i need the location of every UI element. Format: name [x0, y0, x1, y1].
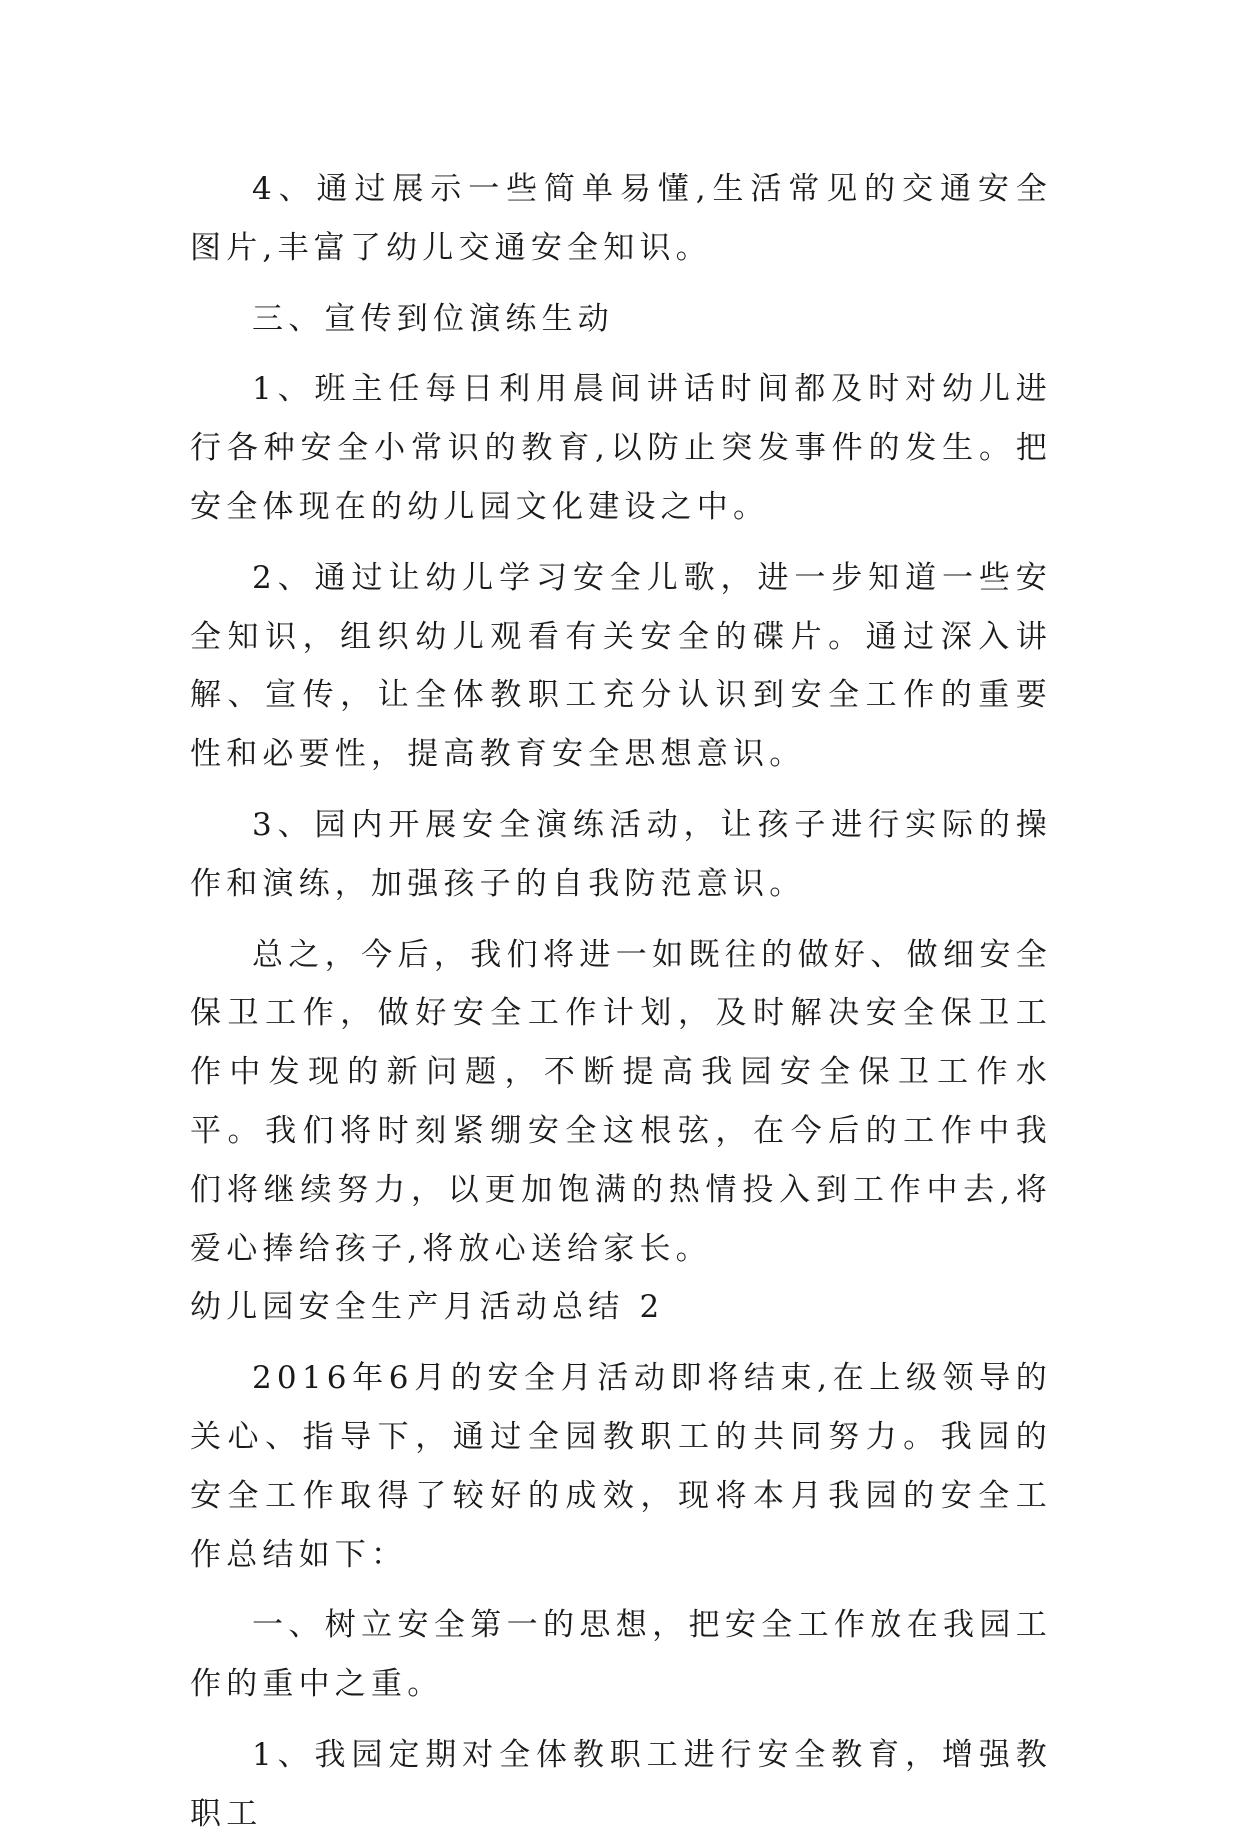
paragraph-traffic-pictures: 4、通过展示一些简单易懂,生活常见的交通安全图片,丰富了幼儿交通安全知识。: [190, 171, 1052, 266]
paragraph-safety-songs: 2、通过让幼儿学习安全儿歌，进一步知道一些安全知识，组织幼儿观看有关安全的碟片。通过深入讲解、宣传，让全体教职工充分认识到安全工作的重要性和必要性，提高教育安全思想意识。: [190, 559, 1052, 773]
section-heading-safety-first: 一、树立安全第一的思想，把安全工作放在我园工作的重中之重。: [190, 1607, 1052, 1703]
section-heading-publicity: 三、宣传到位演练生动: [252, 300, 614, 337]
paragraph-drills: 3、园内开展安全演练活动，让孩子进行实际的操作和演练，加强孩子的自我防范意识。: [190, 806, 1052, 902]
paragraph-safety-month: 2016年6月的安全月活动即将结束,在上级领导的关心、指导下，通过全园教职工的共同努力。我园的安全工作取得了较好的成效，现将本月我园的安全工作总结如下：: [190, 1360, 1052, 1573]
document-title-2: 幼儿园安全生产月活动总结 2: [190, 1289, 665, 1326]
paragraph-staff-education: 1、我园定期对全体教职工进行安全教育，增强教职工: [190, 1736, 1052, 1832]
paragraph-conclusion: 总之，今后，我们将进一如既往的做好、做细安全保卫工作，做好安全工作计划，及时解决安全保卫工作中发现的新问题，不断提高我园安全保卫工作水平。我们将时刻紧绷安全这根弦，在今后的工作中我们将继续努力，以更加饱满的热情投入到工作中去,将爱心捧给孩子,将放心送给家长。: [190, 936, 1052, 1267]
document-body: [190, 160, 1052, 1844]
paragraph-morning-talk: 1、班主任每日利用晨间讲话时间都及时对幼儿进行各种安全小常识的教育,以防止突发事件的发生。把安全体现在的幼儿园文化建设之中。: [190, 371, 1052, 525]
